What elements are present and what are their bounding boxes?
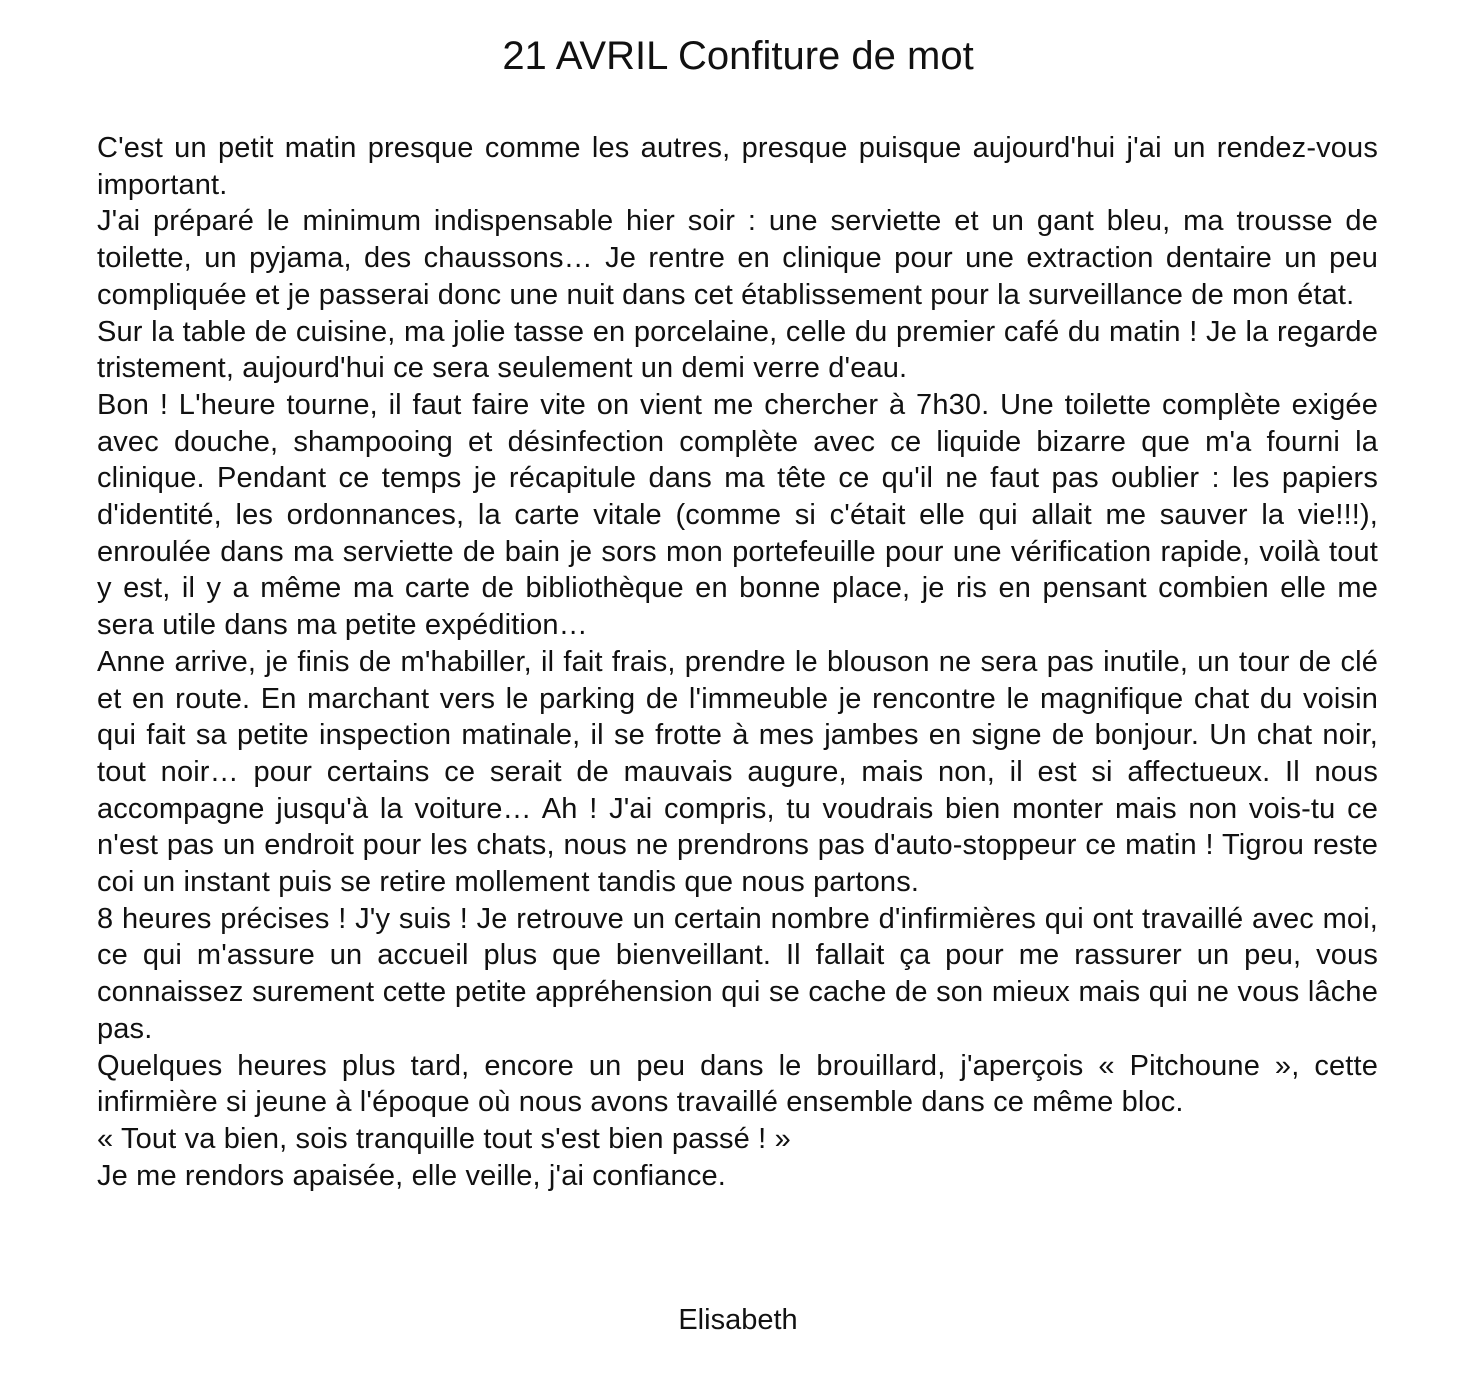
paragraph-5: Anne arrive, je finis de m'habiller, il fait frais, prendre le blouson ne sera pas inutile, un tour de clé et en route. En marchant vers le parking de l'immeuble je rencontre le magnifique chat du voisin qui fait sa petite inspection matinale, il se frotte à mes jambes en signe de bonjour. Un chat noir, tout noir… pour certains ce serait de mauvais augure, mais non, il est si affectueux. Il nous accompagne jusqu'à la voiture… Ah ! J'ai compris, tu voudrais bien monter mais non vois-tu ce n'est pas un endroit pour les chats, nous ne prendrons pas d'auto-stoppeur ce matin ! Tigrou reste coi un instant puis se retire mollement tandis que nous partons. [97,645,1378,899]
paragraph-2: J'ai préparé le minimum indispensable hier soir : une serviette et un gant bleu, ma trousse de toilette, un pyjama, des chaussons… Je rentre en clinique pour une extraction dentaire un peu compliquée et je passerai donc une nuit dans cet établissement pour la surveillance de mon état. [97,205,1378,311]
paragraph-9: Je me rendors apaisée, elle veille, j'ai confiance. [97,1159,726,1192]
paragraph-8: « Tout va bien, sois tranquille tout s'est bien passé ! » [97,1122,791,1155]
paragraph-1: C'est un petit matin presque comme les autres, presque puisque aujourd'hui j'ai un rendez-vous important. [97,132,1378,201]
paragraph-4: Bon ! L'heure tourne, il faut faire vite on vient me chercher à 7h30. Une toilette complète exigée avec douche, shampooing et désinfection complète avec ce liquide bizarre que m'a fourni la clinique. Pendant ce temps je récapitule dans ma tête ce qu'il ne faut pas oublier : les papiers d'identité, les ordonnances, la carte vitale (comme si c'était elle qui allait me sauver la vie!!!), enroulée dans ma serviette de bain je sors mon portefeuille pour une vérification rapide, voilà tout y est, il y a même ma carte de bibliothèque en bonne place, je ris en pensant combien elle me sera utile dans ma petite expédition… [97,388,1378,642]
document-body [97,130,1378,1194]
paragraph-3: Sur la table de cuisine, ma jolie tasse en porcelaine, celle du premier café du matin ! Je la regarde tristement, aujourd'hui ce sera seulement un demi verre d'eau. [97,315,1378,385]
author-signature: Elisabeth [678,1304,798,1336]
paragraph-7: Quelques heures plus tard, encore un peu dans le brouillard, j'aperçois « Pitchoune », cette infirmière si jeune à l'époque où nous avons travaillé ensemble dans ce même bloc. [97,1049,1378,1119]
document-title: 21 AVRIL Confiture de mot [502,34,974,78]
paragraph-6: 8 heures précises ! J'y suis ! Je retrouve un certain nombre d'infirmières qui ont travaillé avec moi, ce qui m'assure un accueil plus que bienveillant. Il fallait ça pour me rassurer un peu, vous connaissez surement cette petite appréhension qui se cache de son mieux mais qui ne vous lâche pas. [97,902,1378,1045]
